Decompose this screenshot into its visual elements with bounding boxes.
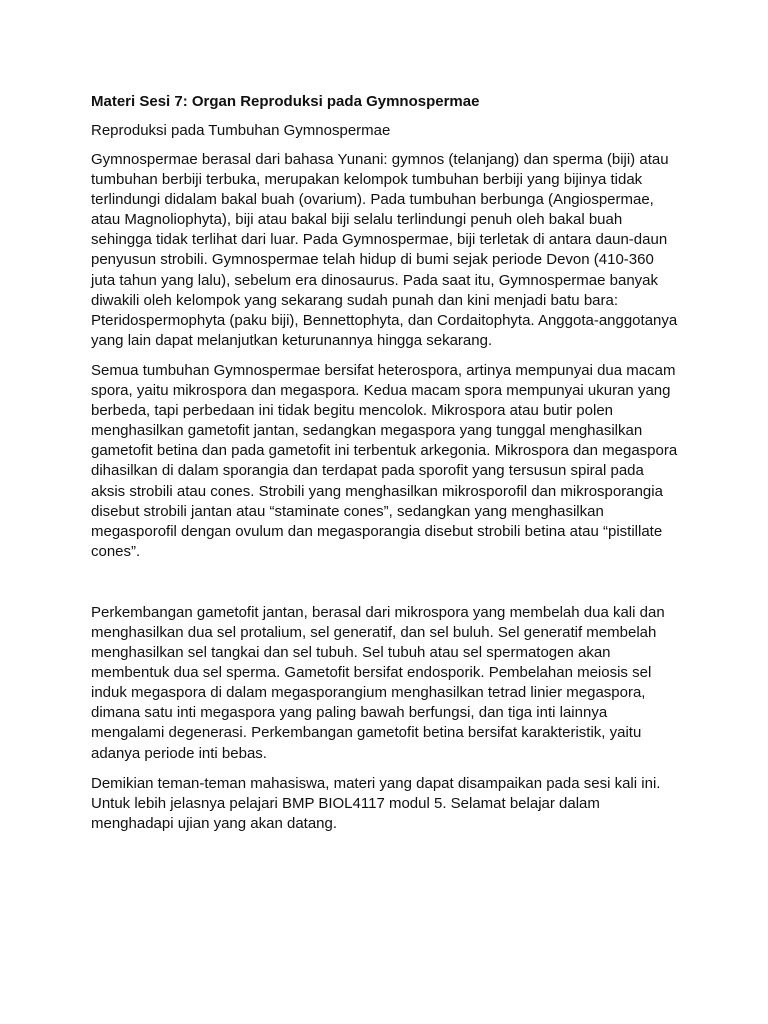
paragraph-gametofit-development: Perkembangan gametofit jantan, berasal dari mikrospora yang membelah dua kali dan menghasilkan dua sel protalium, sel generatif, dan sel buluh. Sel generatif membelah menghasilkan sel tangkai dan sel tubuh. Sel tubuh atau sel spermatogen akan membentuk dua sel sperma. Gametofit bersifat endosporik. Pembelahan meiosis sel induk megaspora di dalam megasporangium menghasilkan tetrad linier megaspora, dimana satu inti megaspora yang paling bawah berfungsi, dan tiga inti lainnya mengalami degenerasi. Perkembangan gametofit betina bersifat karakteristik, yaitu adanya periode inti bebas. (91, 603, 665, 762)
paragraph-gymnospermae-intro: Gymnospermae berasal dari bahasa Yunani: gymnos (telanjang) dan sperma (biji) atau tumbuhan berbiji terbuka, merupakan kelompok tumbuhan berbiji yang bijinya tidak terlindungi didalam bakal buah (ovarium). Pada tumbuhan berbunga (Angiospermae, atau Magnoliophyta), biji atau bakal biji selalu terlindungi penuh oleh bakal buah sehingga tidak terlihat dari luar. Pada Gymnospermae, biji terletak di antara daun-daun penyusun strobili. Gymnospermae telah hidup di bumi sejak periode Devon (410-360 juta tahun yang lalu), sebelum era dinosaurus. Pada saat itu, Gymnospermae banyak diwakili oleh kelompok yang sekarang sudah punah dan kini menjadi batu bara: Pteridospermophyta (paku biji), Bennettophyta, dan Cordaitophyta. Anggota-anggotanya yang lain dapat melanjutkan keturunannya hingga sekarang. (91, 151, 678, 349)
document-subtitle: Reproduksi pada Tumbuhan Gymnospermae (91, 122, 391, 139)
paragraph-closing: Demikian teman-teman mahasiswa, materi yang dapat disampaikan pada sesi kali ini. Untuk lebih jelasnya pelajari BMP BIOL4117 modul 5. Selamat belajar dalam menghadapi ujian yang akan datang. (91, 774, 661, 832)
document-title: Materi Sesi 7: Organ Reproduksi pada Gymnospermae (91, 93, 480, 110)
document-body (91, 92, 681, 844)
paragraph-heterospora: Semua tumbuhan Gymnospermae bersifat heterospora, artinya mempunyai dua macam spora, yaitu mikrospora dan megaspora. Kedua macam spora mempunyai ukuran yang berbeda, tapi perbedaan ini tidak begitu mencolok. Mikrospora atau butir polen menghasilkan gametofit jantan, sedangkan megaspora yang tunggal menghasilkan gametofit betina dan pada gametofit ini terbentuk arkegonia. Mikrospora dan megaspora dihasilkan di dalam sporangia dan terdapat pada sporofit yang tersusun spiral pada aksis strobili atau cones. Strobili yang menghasilkan mikrosporofil dan mikrosporangia disebut strobili jantan atau “staminate cones”, sedangkan yang menghasilkan megasporofil dengan ovulum dan megasporangia disebut strobili betina atau “pistillate cones”. (91, 361, 678, 560)
